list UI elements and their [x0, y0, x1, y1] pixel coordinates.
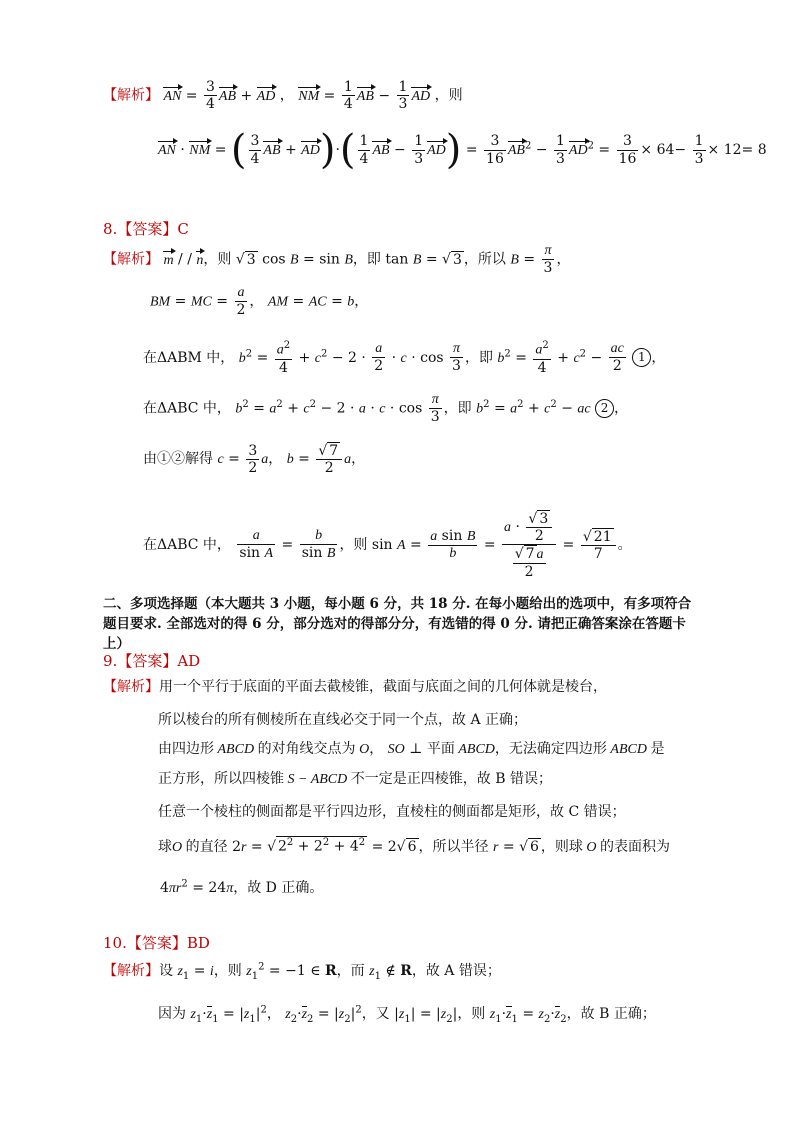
q8-line3: 在ΔABM 中， $b^2$ = $\frac{a^2}{4}$ + $c^2 - 2$ · $\frac{a}{2}$ · c · cos $\frac{\pi}{3}$ ，即 $b^2$ = $\frac{a^2}{4}$ + $c^2$ − $\frac{ac}{2}$ 1 ，	[143, 340, 666, 376]
q10-line2: 因为 $z_1\cdot z_1 = |z_1|^2$， $z_2\cdot z_2 = |z_2|^2$，又 $|z_1| = |z_2|$，则 $z_1\cdot z_1 = z_2\cdot z_2$，故 B 正确；	[158, 1004, 656, 1025]
q8-answer-value: C	[177, 220, 189, 238]
q7-analysis-line1: 【解析】 AN = $\frac{3}{4}$ AB + AD ， NM = $\frac{1}{4}$ AB − $\frac{1}{3}$ AD ，则	[103, 79, 463, 113]
q10-answer-line: 10.【答案】BD	[103, 934, 210, 952]
q9-line4: 正方形，所以四棱锥 S − ABCD 不一定是正四棱锥，故 B 错误；	[158, 771, 552, 787]
section2-title: 二、多项选择题（本大题共 3 小题，每小题 6 分，共 18 分. 在每小题给出的选项中，有多项符合题目要求. 全部选对的得 6 分，部分选对的得部分分，有选错的得 0 分. 请把正确答案涂在答题卡上）	[103, 596, 692, 652]
q9-line5: 任意一个棱柱的侧面都是平行四边形，直棱柱的侧面都是矩形，故 C 错误；	[158, 804, 626, 820]
analysis-label: 【解析】	[103, 87, 159, 104]
q9-line1: 【解析】用一个平行于底面的平面去截棱锥，截面与底面之间的几何体就是棱台，	[103, 679, 607, 695]
q10-line1: 【解析】设 $z_1 = i$，则 $z_1^2 = -1$ ∈ R，而 $z_1$ ∉ R，故 A 错误；	[103, 961, 501, 982]
q7-dot-product: AN · NM = ( $\frac{3}{4}$ AB + AD)·( $\frac{1}{4}$ AB − $\frac{1}{3}$ AD) = $\frac{3}{16}$ $AB^2$ − $\frac{1}{3}$ $AD^2$ = $\frac{3}{16}$ × 64− $\frac{1}{3}$ × 12= 8	[158, 127, 767, 173]
q8-line6: 在ΔABC 中， $\frac{a}{\text{sin A}}$ = $\frac{b}{\text{sin B}}$ ，则 sin A = $\frac{\text{a sin B}}{b}$ = a · $\frac{√ 3}{2}$ $\frac{√ 7 a}{2}$ = $\frac{√ 21}{7}$ 。	[143, 511, 632, 581]
formula-nm: NM = $\frac{1}{4}$ AB − $\frac{1}{3}$ AD	[298, 79, 431, 113]
q8-analysis-line1: 【解析】 m / / n，则 √ 3 cos B = sin B，即 tan B = √ 3 ，所以 B = $\frac{\pi}{3}$ ，	[103, 243, 571, 277]
q9-answer-line: 9.【答案】AD	[103, 652, 201, 670]
q8-line5: 由①②解得 c = $\frac{3}{2}$ a， b = $\frac{√ 7}{2}$ a，	[143, 442, 366, 477]
q8-line2: BM = MC = $\frac{a}{2}$ ， AM = AC = b，	[150, 285, 369, 319]
q9-line6: 球O 的直径 2r = √ $2^2 + 2^2 + 4^2 = 2√$ 6 ，所以半径 r = √ 6 ，则球 O 的表面积为	[158, 837, 671, 855]
q9-line2: 所以棱台的所有侧棱所在直线必交于同一个点，故 A 正确；	[158, 712, 528, 728]
q8-answer-line: 8.【答案】C	[103, 220, 189, 238]
q9-line7: $4\pi r^2 = 24\pi$，故 D 正确。	[160, 878, 324, 896]
q9-line3: 由四边形 ABCD 的对角线交点为 O， SO ⊥ 平面 ABCD，无法确定四边形 ABCD 是	[158, 741, 665, 757]
formula-an: AN = $\frac{3}{4}$ AB + AD	[163, 79, 276, 113]
q10-answer-value: BD	[186, 934, 210, 952]
q8-line4: 在ΔABC 中， $b^2 = a^2 + c^2 - 2 \cdot a \cdot c \cdot \cos$ $\frac{\pi}{3}$ ，即 $b^2 = a^2 + c^2$ − ac 2 ，	[143, 392, 629, 426]
q9-answer-value: AD	[177, 652, 201, 670]
